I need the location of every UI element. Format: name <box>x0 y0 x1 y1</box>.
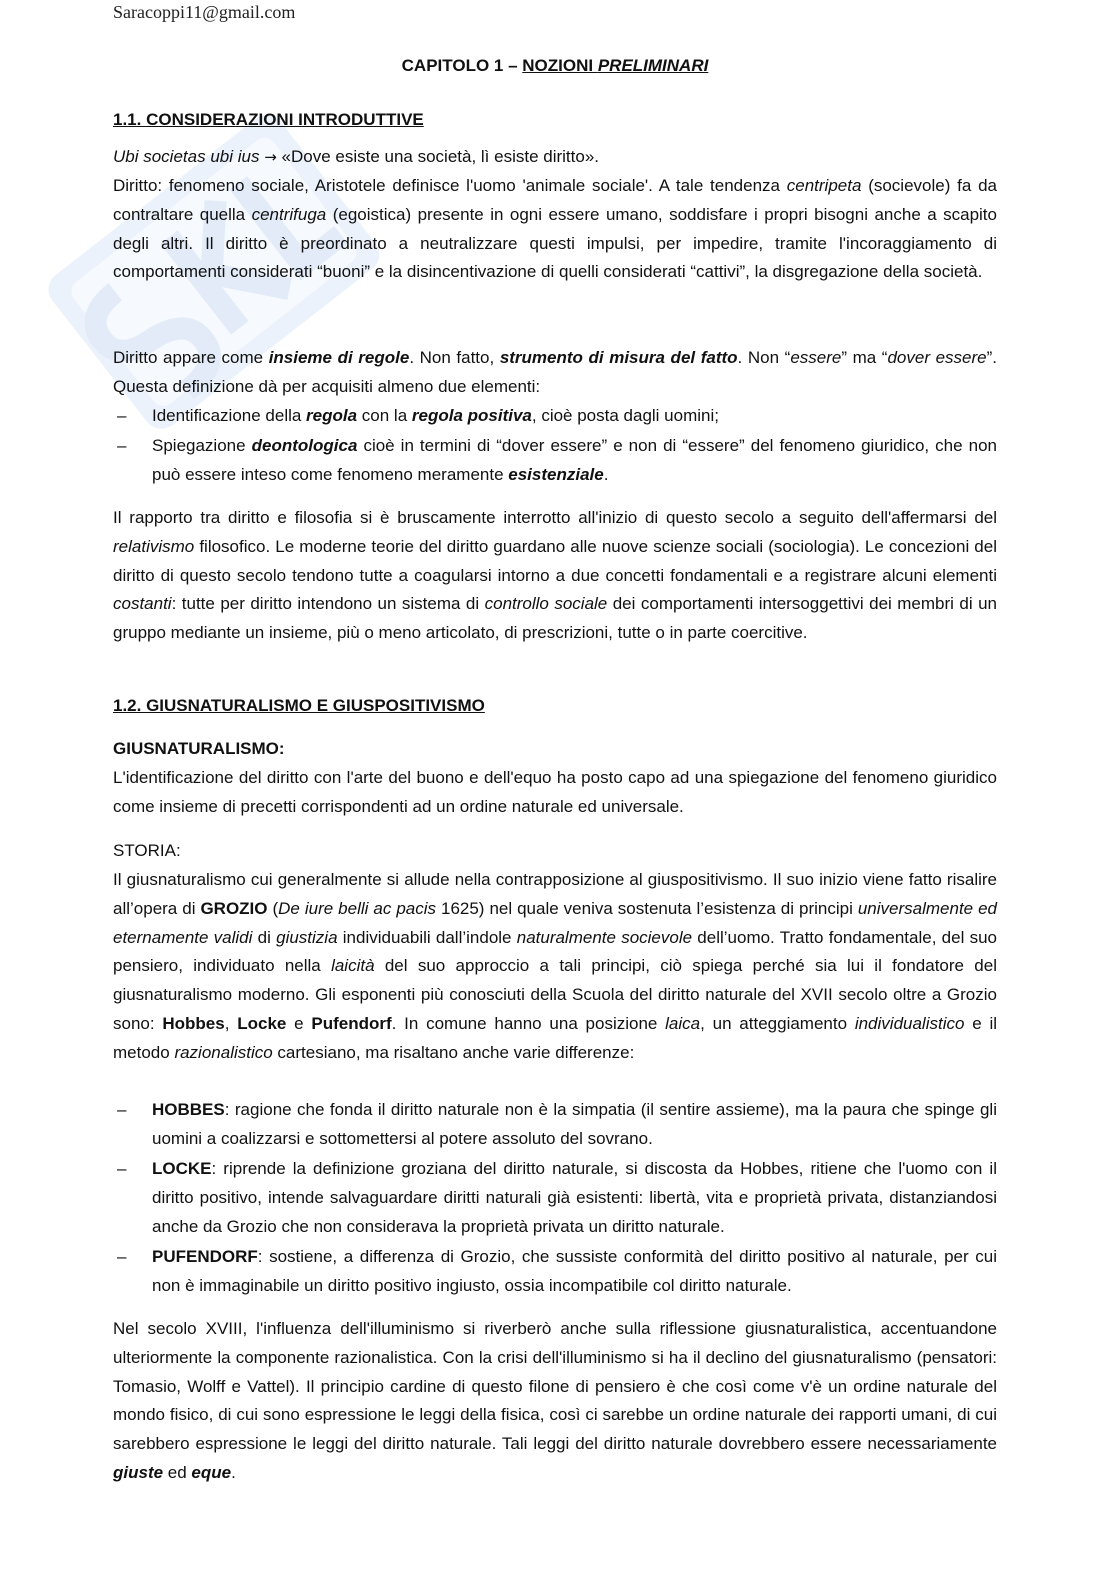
dash-bullet-icon: – <box>117 436 127 455</box>
dash-bullet-icon: – <box>117 1159 127 1178</box>
label-storia: STORIA: <box>113 841 181 860</box>
dash-bullet-icon: – <box>117 406 127 425</box>
dash-bullet-icon: – <box>117 1247 127 1266</box>
paragraph-intro: Diritto: fenomeno sociale, Aristotele definisce l'uomo 'animale sociale'. A tale tendenza centripeta (socievole) fa da contraltare quella centrifuga (egoistica) presente in ogni essere umano, soddisfare i propri bisogni anche a scapito degli altri. Il diritto è preordinato a neutralizzare questi impulsi, per impedire, tramite l'incoraggiamento di comportamenti considerati “buoni” e la disincentivazione di quelli considerati “cattivi”, la disgregazione della società. <box>113 176 997 282</box>
latin-maxim: Ubi societas ubi ius → «Dove esiste una società, lì esiste diritto». <box>113 147 600 166</box>
section-heading-1-1: 1.1. CONSIDERAZIONI INTRODUTTIVE <box>113 110 424 129</box>
paragraph-definition: Diritto appare come insieme di regole. Non fatto, strumento di misura del fatto. Non “essere” ma “dover essere”. Questa definizione dà per acquisiti almeno due elementi: <box>113 348 998 396</box>
chapter-title-main: NOZIONI PRELIMINARI <box>522 56 709 75</box>
header-email: Saracoppi11@gmail.com <box>113 2 296 22</box>
list-item: – Identificazione della regola con la regola positiva, cioè posta dagli uomini; <box>113 402 997 431</box>
paragraph-giusnaturalismo: L'identificazione del diritto con l'arte del buono e dell'equo ha posto capo ad una spiegazione del fenomeno giuridico come insieme di precetti corrispondenti ad un ordine naturale ed universale. <box>113 768 997 816</box>
paragraph-philosophy: Il rapporto tra diritto e filosofia si è bruscamente interrotto all'inizio di questo secolo a seguito dell'affermarsi del relativismo filosofico. Le moderne teorie del diritto guardano alle nuove scienze sociali (sociologia). Le concezioni del diritto di questo secolo tendono tutte a coagularsi intorno a due concetti fondamentali e a registrare alcuni elementi costanti: tutte per diritto intendono un sistema di controllo sociale dei comportamenti intersoggettivi dei membri di un gruppo mediante un insieme, più o meno articolato, di prescrizioni, tutte o in parte coercitive. <box>113 508 997 643</box>
list-item: – LOCKE: riprende la definizione groziana del diritto naturale, si discosta da Hobbes, ritiene che l'uomo con il diritto positivo, intende salvaguardare diritti naturali già esistenti: libertà, vita e proprietà privata, distanziandosi anche da Grozio che non considerava la proprietà privata un diritto naturale. <box>113 1155 997 1241</box>
list-item: – Spiegazione deontologica cioè in termini di “dover essere” e non di “essere” del fenomeno giuridico, che non può essere inteso come fenomeno meramente esistenziale. <box>113 432 997 490</box>
paragraph-illuminismo: Nel secolo XVIII, l'influenza dell'illuminismo si riverberò anche sulla riflessione giusnaturalistica, accentuandone ulteriormente la componente razionalistica. Con la crisi dell'illuminismo si ha il declino del giusnaturalismo (pensatori: Tomasio, Wolff e Vattel). Il principio cardine di questo filone di pensiero è che così come v'è un ordine naturale del mondo fisico, di cui sono espressione le leggi della fisica, così ci sarebbe un ordine naturale dei rapporti umani, di cui sarebbero espressione le leggi del diritto naturale. Tali leggi del diritto naturale dovrebbero essere necessariamente giuste ed eque. <box>113 1319 997 1482</box>
dash-bullet-icon: – <box>117 1100 127 1119</box>
chapter-title <box>113 56 997 76</box>
subheading-giusnaturalismo: GIUSNATURALISMO: <box>113 739 285 758</box>
arrow-right-icon: → <box>264 148 277 166</box>
chapter-title-prefix: CAPITOLO 1 – <box>401 56 523 75</box>
paragraph-storia: Il giusnaturalismo cui generalmente si allude nella contrapposizione al giuspositivismo. Il suo inizio viene fatto risalire all’opera di GROZIO (De iure belli ac pacis 1625) nel quale veniva sostenuta l’esistenza di principi universalmente ed eternamente validi di giustizia individuabili dall’indole naturalmente socievole dell’uomo. Tratto fondamentale, del suo pensiero, individuato nella laicità del suo approccio a tali principi, ciò spiega perché sia lui il fondatore del giusnaturalismo moderno. Gli esponenti più conosciuti della Scuola del diritto naturale del XVII secolo oltre a Grozio sono: Hobbes, Locke e Pufendorf. In comune hanno una posizione laica, un atteggiamento individualistico e il metodo razionalistico cartesiano, ma risaltano anche varie differenze: <box>113 870 998 1062</box>
list-item: – HOBBES: ragione che fonda il diritto naturale non è la simpatia (il sentire assieme), ma la paura che spinge gli uomini a coalizzarsi e sottomettersi al potere assoluto del sovrano. <box>113 1096 997 1154</box>
section-heading-1-2: 1.2. GIUSNATURALISMO E GIUSPOSITIVISMO <box>113 696 485 715</box>
list-item: – PUFENDORF: sostiene, a differenza di Grozio, che sussiste conformità del diritto positivo al naturale, per cui non è immaginabile un diritto positivo ingiusto, ossia incompatibile col diritto naturale. <box>113 1243 997 1301</box>
